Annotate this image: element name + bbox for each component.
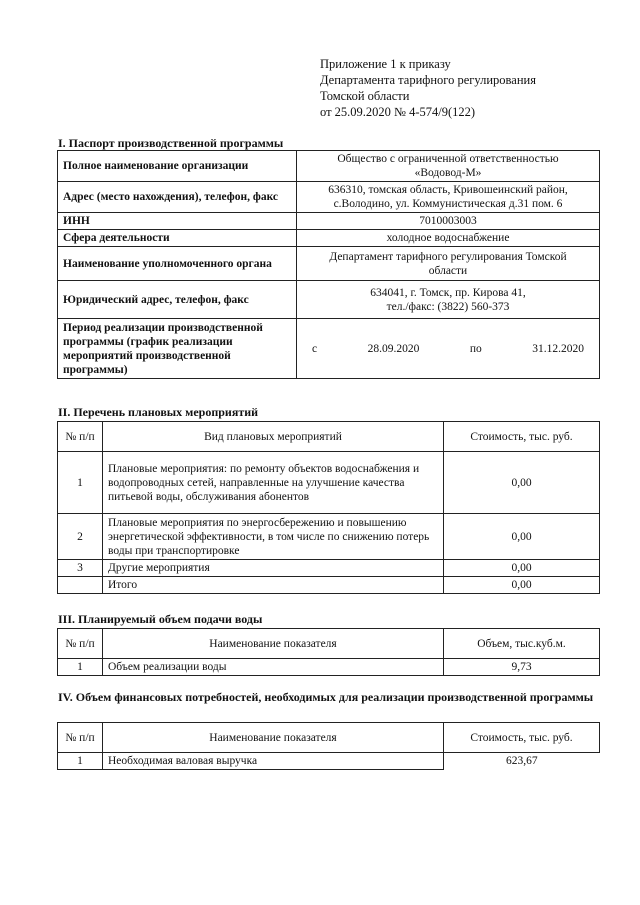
passport-value: Общество с ограниченной ответственностью «Водовод-М»	[297, 151, 600, 182]
finance-table	[57, 722, 600, 770]
col-header-cost: Стоимость, тыс. руб.	[444, 723, 600, 753]
col-header-num: № п/п	[58, 723, 103, 753]
passport-label: Наименование уполномоченного органа	[58, 247, 297, 281]
row-name: Другие мероприятия	[103, 560, 444, 577]
volume-table	[57, 628, 600, 676]
row-name: Итого	[103, 577, 444, 594]
row-name: Необходимая валовая выручка	[103, 753, 444, 770]
col-header-num: № п/п	[58, 629, 103, 659]
row-num	[58, 577, 103, 594]
passport-label: Сфера деятельности	[58, 230, 297, 247]
header-line: Томской области	[320, 89, 410, 103]
col-header-num: № п/п	[58, 422, 103, 452]
passport-label: Период реализации производственной программы (график реализации мероприятий производственной программы)	[58, 319, 297, 379]
passport-label: Полное наименование организации	[58, 151, 297, 182]
events-table	[57, 421, 600, 594]
row-value: 623,67	[444, 753, 600, 770]
row-cost: 0,00	[444, 514, 600, 560]
passport-value: 7010003003	[297, 213, 600, 230]
header-line: Приложение 1 к приказу	[320, 57, 451, 71]
passport-value: 634041, г. Томск, пр. Кирова 41, тел./факс: (3822) 560-373	[297, 281, 600, 319]
section-title-volume: III. Планируемый объем подачи воды	[58, 612, 263, 626]
row-cost: 0,00	[444, 452, 600, 514]
passport-label: Адрес (место нахождения), телефон, факс	[58, 182, 297, 213]
passport-value: Департамент тарифного регулирования Томской области	[297, 247, 600, 281]
row-num: 2	[58, 514, 103, 560]
passport-label: Юридический адрес, телефон, факс	[58, 281, 297, 319]
row-cost: 0,00	[444, 560, 600, 577]
col-header-cost: Стоимость, тыс. руб.	[444, 422, 600, 452]
row-num: 1	[58, 753, 103, 770]
row-name: Плановые мероприятия по энергосбережению и повышению энергетической эффективности, в том числе по снижению потерь воды при транспортировке	[103, 514, 444, 560]
section-title-finance: IV. Объем финансовых потребностей, необходимых для реализации производственной программы	[58, 690, 594, 704]
section-title-passport: I. Паспорт производственной программы	[58, 136, 284, 150]
row-value: 9,73	[444, 659, 600, 676]
col-header-name: Наименование показателя	[103, 723, 444, 753]
section-title-events: II. Перечень плановых мероприятий	[58, 405, 259, 419]
col-header-name: Наименование показателя	[103, 629, 444, 659]
row-name: Плановые мероприятия: по ремонту объектов водоснабжения и водопроводных сетей, направленные на улучшение качества питьевой воды, обслуживания абонентов	[103, 452, 444, 514]
col-header-name: Вид плановых мероприятий	[103, 422, 444, 452]
header-line: Департамента тарифного регулирования	[320, 73, 536, 87]
passport-value: холодное водоснабжение	[297, 230, 600, 247]
passport-label: ИНН	[58, 213, 297, 230]
passport-value: 636310, томская область, Кривошеинский район, с.Володино, ул. Коммунистическая д.31 пом. 6	[297, 182, 600, 213]
period-value: с 28.09.2020 по 31.12.2020	[297, 319, 600, 379]
row-num: 1	[58, 659, 103, 676]
row-name: Объем реализации воды	[103, 659, 444, 676]
col-header-volume: Объем, тыс.куб.м.	[444, 629, 600, 659]
row-cost: 0,00	[444, 577, 600, 594]
row-num: 1	[58, 452, 103, 514]
header-line: от 25.09.2020 № 4-574/9(122)	[320, 105, 476, 119]
passport-table	[57, 150, 600, 379]
order-header	[320, 56, 536, 120]
row-num: 3	[58, 560, 103, 577]
